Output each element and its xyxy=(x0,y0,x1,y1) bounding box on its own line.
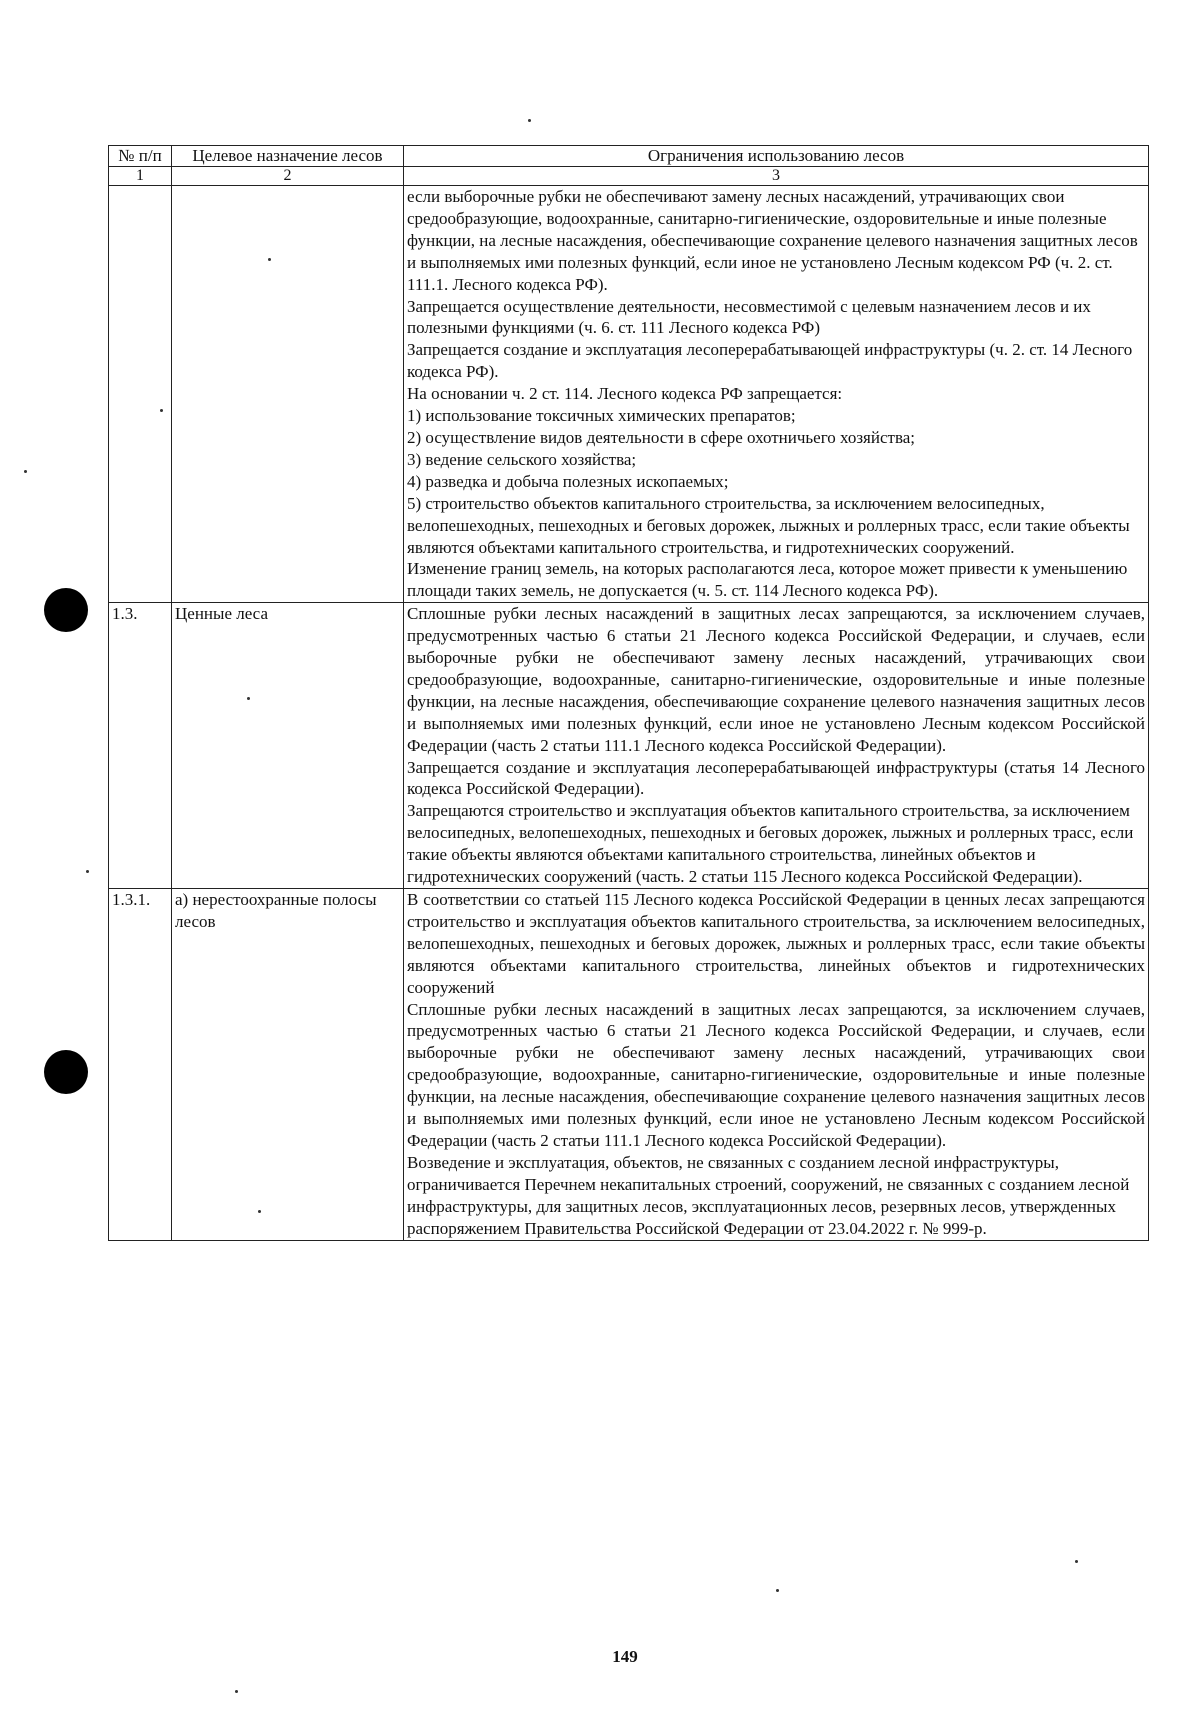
restriction-paragraph: 3) ведение сельского хозяйства; xyxy=(407,449,637,469)
restriction-paragraph: если выборочные рубки не обеспечивают замену лесных насаждений, утрачивающих свои средообразующие, водоохранные, санитарно-гигиенические, оздоровительные и иные полезные функции, на лесные насаждения, обеспечивающие сохранение целевого назначения защитных лесов и выполняемых ими полезных функций, если иное не установлено Лесным кодексом РФ (ч. 2. ст. 111.1. Лесного кодекса РФ). xyxy=(407,187,1138,294)
page-number: 149 xyxy=(612,1647,638,1666)
row-number xyxy=(109,186,172,603)
restrictions-cell xyxy=(404,889,1149,1241)
column-number: 2 xyxy=(172,167,404,186)
restriction-paragraph: Запрещается создание и эксплуатация лесоперерабатывающей инфраструктуры (статья 14 Лесного кодекса Российской Федерации). xyxy=(407,757,1145,799)
restriction-paragraph: Запрещаются строительство и эксплуатация объектов капитального строительства, за исключением велосипедных, велопешеходных, пешеходных и беговых дорожек, лыжных и роллерных трасс, если такие объекты являются объектами капитального строительства, линейных объектов и гидротехнических сооружений (часть. 2 статьи 115 Лесного кодекса Российской Федерации). xyxy=(407,801,1134,887)
punch-hole xyxy=(44,1050,88,1094)
forest-purpose xyxy=(172,186,404,603)
scan-speck xyxy=(528,119,531,122)
restriction-paragraph: Сплошные рубки лесных насаждений в защитных лесах запрещаются, за исключением случаев, предусмотренных частью 6 статьи 21 Лесного кодекса Российской Федерации, и случаев, если выборочные рубки не обеспечивают замену лесных насаждений, утрачивающих свои средообразующие, водоохранные, санитарно-гигиенические, оздоровительные и иные полезные функции, на лесные насаждения, обеспечивающие сохранение целевого назначения защитных лесов и выполняемых ими полезных функций, если иное не установлено Лесным кодексом Российской Федерации (часть 2 статьи 111.1 Лесного кодекса Российской Федерации). xyxy=(407,999,1145,1150)
restriction-paragraph: Запрещается осуществление деятельности, несовместимой с целевым назначением лесов и их полезными функциями (ч. 6. ст. 111 Лесного кодекса РФ) xyxy=(407,296,1091,338)
restriction-paragraph: 1) использование токсичных химических препаратов; xyxy=(407,406,796,426)
row-number: 1.3. xyxy=(109,603,172,889)
table-row xyxy=(109,186,1149,603)
punch-hole xyxy=(44,588,88,632)
restrictions-cell xyxy=(404,603,1149,889)
forest-restrictions-table xyxy=(108,145,1149,1241)
scan-speck xyxy=(1075,1560,1078,1563)
table-header-row xyxy=(109,146,1149,167)
restriction-paragraph: 2) осуществление видов деятельности в сфере охотничьего хозяйства; xyxy=(407,427,916,447)
scan-speck xyxy=(24,470,27,473)
forest-purpose: а) нерестоохранные полосы лесов xyxy=(172,889,404,1241)
header-number: № п/п xyxy=(109,146,172,167)
scan-speck xyxy=(776,1589,779,1592)
header-purpose: Целевое назначение лесов xyxy=(172,146,404,167)
restriction-paragraph: Запрещается создание и эксплуатация лесоперерабатывающей инфраструктуры (ч. 2. ст. 14 Лесного кодекса РФ). xyxy=(407,340,1133,382)
restriction-paragraph: На основании ч. 2 ст. 114. Лесного кодекса РФ запрещается: xyxy=(407,384,843,404)
restriction-paragraph: Возведение и эксплуатация, объектов, не связанных с созданием лесной инфраструктуры, ограничивается Перечнем некапитальных строений, сооружений, не связанных с созданием лесной инфраструктуры, для защитных лесов, эксплуатационных лесов, резервных лесов, утвержденных распоряжением Правительства Российской Федерации от 23.04.2022 г. № 999-р. xyxy=(407,1152,1130,1238)
column-number: 1 xyxy=(109,167,172,186)
header-restrictions: Ограничения использованию лесов xyxy=(404,146,1149,167)
table-row xyxy=(109,889,1149,1241)
row-number: 1.3.1. xyxy=(109,889,172,1241)
restriction-paragraph: В соответствии со статьей 115 Лесного кодекса Российской Федерации в ценных лесах запрещаются строительство и эксплуатация объектов капитального строительства, за исключением велосипедных, велопешеходных, пешеходных и беговых дорожек, лыжных и роллерных трасс, если такие объекты являются объектами капитального строительства, линейных объектов и гидротехнических сооружений xyxy=(407,890,1145,997)
forest-purpose: Ценные леса xyxy=(172,603,404,889)
restriction-paragraph: 4) разведка и добыча полезных ископаемых; xyxy=(407,471,729,491)
restrictions-cell xyxy=(404,186,1149,603)
restriction-paragraph: Изменение границ земель, на которых располагаются леса, которое может привести к уменьшению площади таких земель, не допускается (ч. 5. ст. 114 Лесного кодекса РФ). xyxy=(407,559,1128,601)
restriction-paragraph: 5) строительство объектов капитального строительства, за исключением велосипедных, велопешеходных, пешеходных и беговых дорожек, лыжных и роллерных трасс, если такие объекты являются объектами капитального строительства, и гидротехнических сооружений. xyxy=(407,493,1130,557)
restriction-paragraph: Сплошные рубки лесных насаждений в защитных лесах запрещаются, за исключением случаев, предусмотренных частью 6 статьи 21 Лесного кодекса Российской Федерации, и случаев, если выборочные рубки не обеспечивают замену лесных насаждений, утрачивающих свои средообразующие, водоохранные, санитарно-гигиенические, оздоровительные и иные полезные функции, на лесные насаждения, обеспечивающие сохранение целевого назначения защитных лесов и выполняемых ими полезных функций, если иное не установлено Лесным кодексом Российской Федерации (часть 2 статьи 111.1 Лесного кодекса Российской Федерации). xyxy=(407,604,1145,755)
column-number: 3 xyxy=(404,167,1149,186)
scan-speck xyxy=(86,870,89,873)
scan-speck xyxy=(235,1690,238,1693)
column-number-row xyxy=(109,167,1149,186)
table-row xyxy=(109,603,1149,889)
